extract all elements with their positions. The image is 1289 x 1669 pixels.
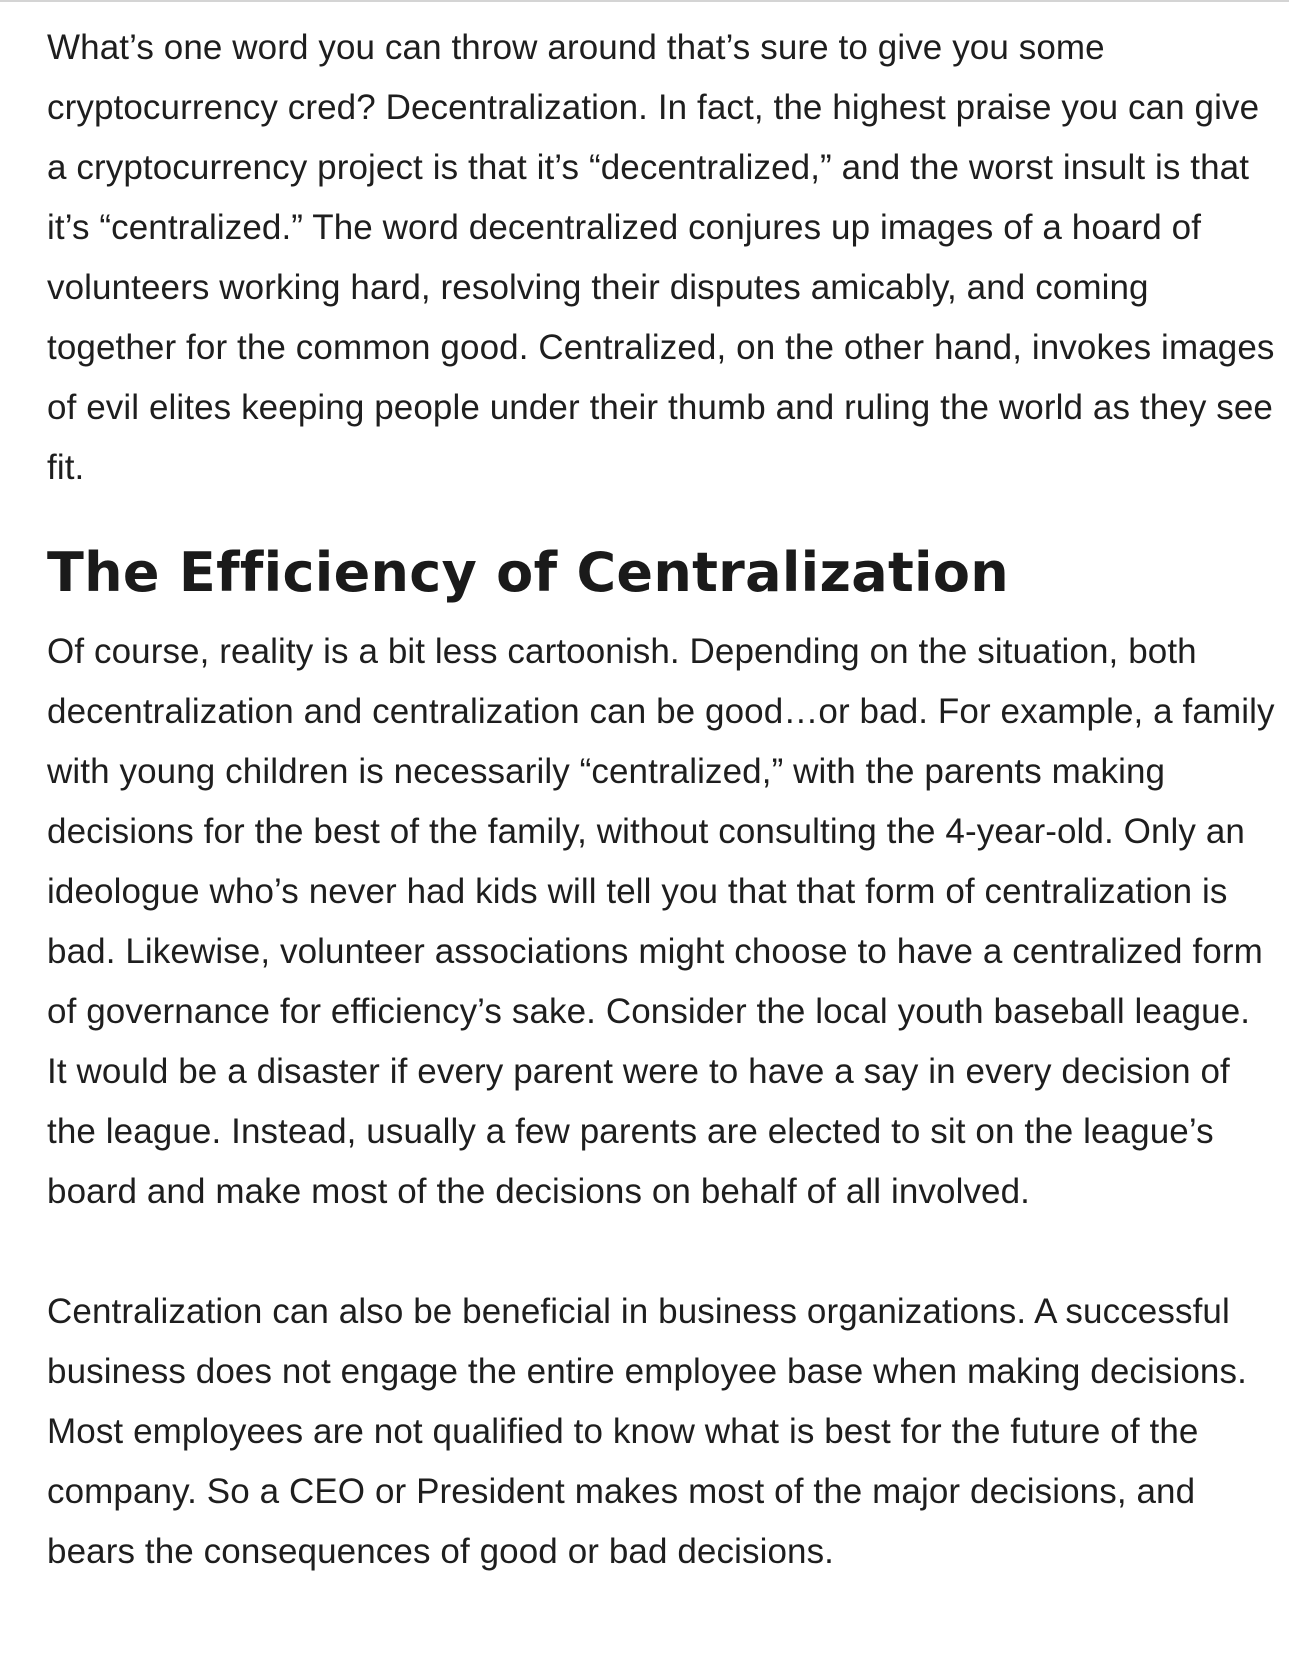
body-paragraph-2: Centralization can also be beneficial in business organizations. A successful business does not engage the entire employee base when making decisions. Most employees are not qualified to know what is best for the future of the company. So a CEO or President makes most of the major decisions, and bears the consequences of good or bad decisions. — [47, 1292, 1247, 1571]
intro-paragraph: What’s one word you can throw around that’s sure to give you some cryptocurrency cred? Decentralization. In fact, the highest praise you can give a cryptocurrency project is that it’s “decentralized,” and the worst insult is that it’s “centralized.” The word decentralized conjures up images of a hoard of volunteers working hard, resolving their disputes amicably, and coming together for the common good. Centralized, on the other hand, invokes images of evil elites keeping people under their thumb and ruling the world as they see fit. — [47, 28, 1275, 487]
top-divider — [0, 0, 1289, 2]
article-body — [47, 18, 1279, 1582]
section-heading: The Efficiency of Centralization — [47, 541, 1010, 604]
body-paragraph-1: Of course, reality is a bit less cartoonish. Depending on the situation, both decentralization and centralization can be good…or bad. For example, a family with young children is necessarily “centralized,” with the parents making decisions for the best of the family, without consulting the 4-year-old. Only an ideologue who’s never had kids will tell you that that form of centralization is bad. Likewise, volunteer associations might choose to have a centralized form of governance for efficiency’s sake. Consider the local youth baseball league. It would be a disaster if every parent were to have a say in every decision of the league. Instead, usually a few parents are elected to sit on the league’s board and make most of the decisions on behalf of all involved. — [47, 632, 1275, 1211]
